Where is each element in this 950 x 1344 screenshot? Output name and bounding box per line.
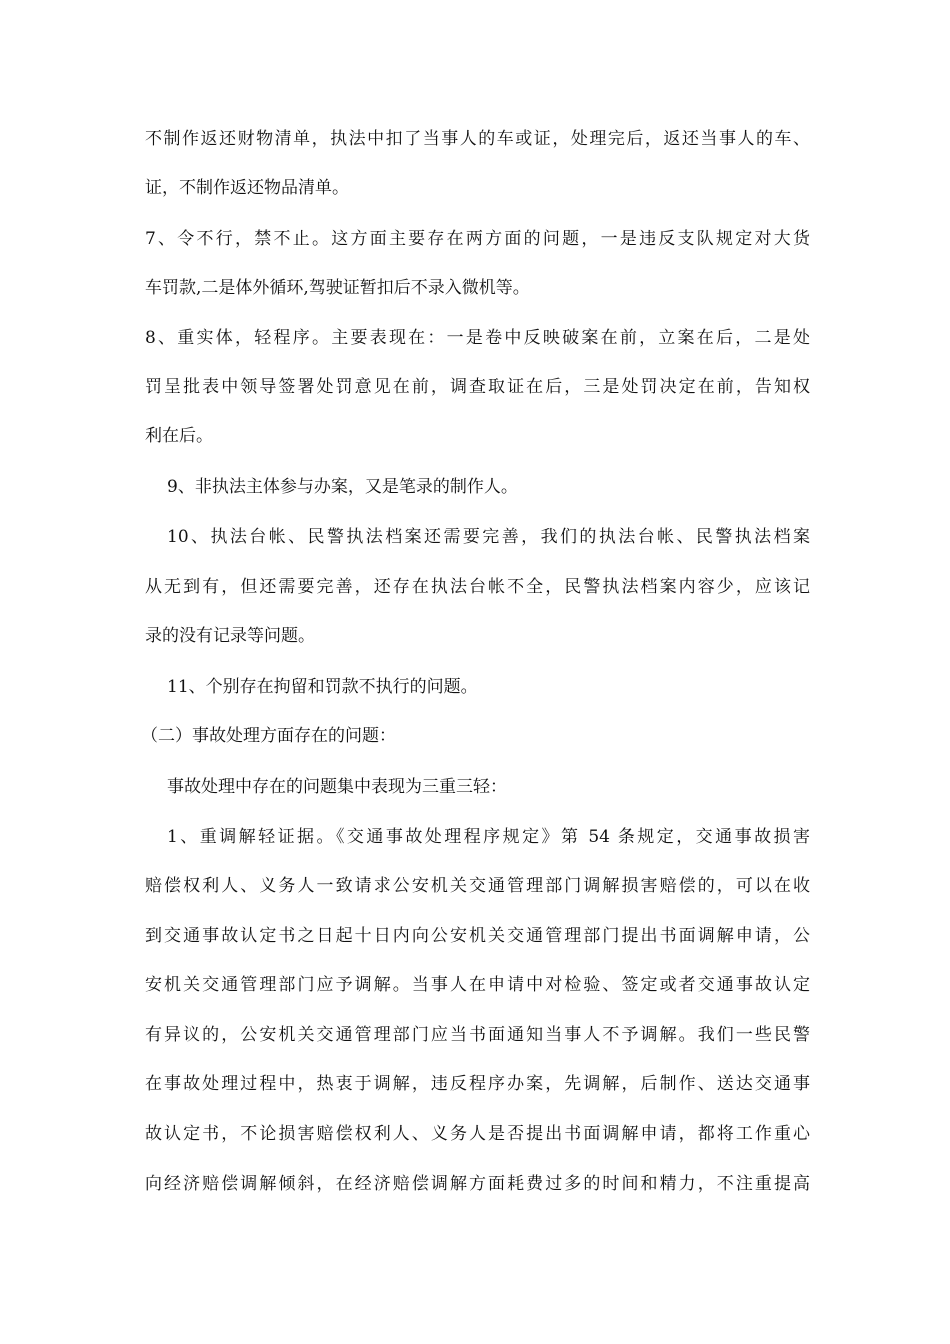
text-line: 8、重实体，轻程序。主要表现在：一是卷中反映破案在前，立案在后，二是处 [145, 328, 810, 348]
text-line: 到交通事故认定书之日起十日内向公安机关交通管理部门提出书面调解申请，公 [145, 926, 810, 946]
section-heading: （二）事故处理方面存在的问题： [141, 726, 396, 746]
text-line: 事故处理中存在的问题集中表现为三重三轻： [167, 777, 507, 797]
text-line: 11、个别存在拘留和罚款不执行的问题。 [167, 677, 478, 697]
text-line: 9、非执法主体参与办案，又是笔录的制作人。 [167, 477, 518, 497]
text-line: 安机关交通管理部门应予调解。当事人在申请中对检验、签定或者交通事故认定 [145, 975, 810, 995]
text-line: 1、重调解轻证据。《交通事故处理程序规定》第 54 条规定，交通事故损害 [167, 827, 810, 847]
text-line: 录的没有记录等问题。 [145, 626, 315, 646]
text-line: 向经济赔偿调解倾斜，在经济赔偿调解方面耗费过多的时间和精力，不注重提高 [145, 1174, 810, 1194]
text-line: 车罚款,二是体外循环,驾驶证暂扣后不录入微机等。 [145, 278, 530, 298]
text-line: 7、令不行，禁不止。这方面主要存在两方面的问题，一是违反支队规定对大货 [145, 229, 810, 249]
text-line: 利在后。 [145, 426, 213, 446]
text-line: 不制作返还财物清单，执法中扣了当事人的车或证，处理完后，返还当事人的车、 [145, 129, 810, 149]
text-line: 罚呈批表中领导签署处罚意见在前，调查取证在后，三是处罚决定在前，告知权 [145, 377, 810, 397]
text-line: 故认定书，不论损害赔偿权利人、义务人是否提出书面调解申请，都将工作重心 [145, 1124, 810, 1144]
text-line: 10、执法台帐、民警执法档案还需要完善，我们的执法台帐、民警执法档案 [167, 527, 810, 547]
text-line: 在事故处理过程中，热衷于调解，违反程序办案，先调解，后制作、送达交通事 [145, 1074, 810, 1094]
text-line: 赔偿权利人、义务人一致请求公安机关交通管理部门调解损害赔偿的，可以在收 [145, 876, 810, 896]
text-line: 有异议的，公安机关交通管理部门应当书面通知当事人不予调解。我们一些民警 [145, 1025, 810, 1045]
text-line: 从无到有，但还需要完善，还存在执法台帐不全，民警执法档案内容少，应该记 [145, 577, 810, 597]
text-line: 证，不制作返还物品清单。 [145, 178, 349, 198]
